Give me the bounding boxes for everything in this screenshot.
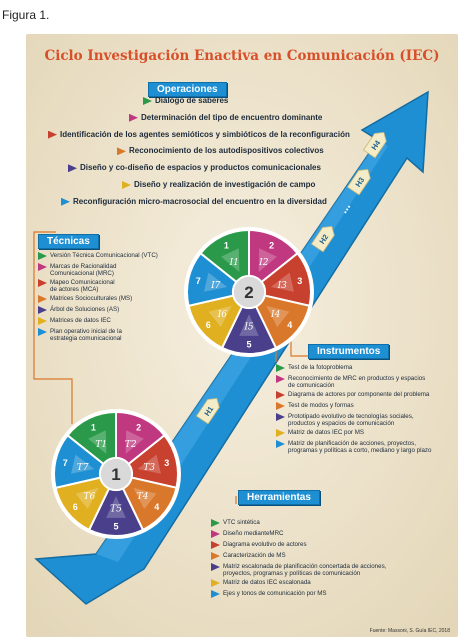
wheel2-sector-number-2: 2 [269, 240, 275, 251]
operaciones-item-7: Reconfiguración micro-macrosocial del encuentro en la diversidad [73, 196, 327, 206]
herramientas-item-2-line-1: Diseño medianteMRC [223, 530, 284, 537]
wheel2-sector-number-3: 3 [297, 275, 303, 286]
hypothesis-tag-label-4: H4 [369, 138, 383, 152]
tecnicas-header: Técnicas [38, 234, 99, 249]
instrumentos-item-2 [288, 375, 425, 389]
tecnicas-item-7-line-2: estrategia comunicacional [50, 335, 122, 343]
wheel-tecnicas [51, 409, 181, 539]
herramientas-item-4 [223, 552, 286, 559]
wheel1-sector-label-3: T3 [143, 462, 156, 473]
wheel2-sector-label-2: I2 [259, 257, 269, 268]
wheel1-sector-label-6: T6 [83, 491, 96, 502]
wheel2-sector-label-7: I7 [211, 280, 221, 291]
tecnicas-item-1-line-1: Versión Técnica Comunicacional (VTC) [50, 252, 158, 259]
wheel2-center-number: 2 [244, 283, 254, 302]
instrumentos-item-3 [288, 391, 429, 398]
instrumentos-item-5 [288, 413, 414, 427]
herramientas-header: Herramientas [238, 490, 320, 505]
wheel1-sector-number-4: 4 [154, 501, 160, 512]
operaciones-item-1: Diálogo de saberes [155, 96, 229, 105]
instrumentos-item-2-line-2: de comunicación [288, 382, 335, 390]
wheel1-sector-label-5: T5 [110, 504, 122, 515]
instrumentos-item-7 [288, 440, 431, 454]
herramientas-item-7-line-1: Ejes y tonos de comunicación por MS [223, 590, 327, 597]
wheel1-sector-label-4: T4 [136, 491, 149, 502]
herramientas-item-4-line-1: Caracterización de MS [223, 552, 286, 559]
herramientas-item-3 [223, 541, 307, 548]
wheel1-sector-number-5: 5 [113, 521, 119, 532]
wheel1-sector-label-2: T2 [124, 439, 137, 450]
source-note: Fuente: Massoni, S. Guía IEC, 2018 [369, 628, 450, 634]
operaciones-item-6: Diseño y realización de investigación de campo [134, 180, 316, 189]
diagram-title: Ciclo Investigación Enactiva en Comunicación (IEC) [44, 48, 440, 64]
herramientas-item-3-line-1: Diagrama evolutivo de actores [223, 541, 307, 548]
instrumentos-item-1 [288, 364, 352, 371]
wheel2-sector-label-5: I5 [244, 322, 254, 333]
wheel1-center-number: 1 [111, 465, 121, 484]
tecnicas-item-7 [50, 328, 122, 342]
operaciones-item-5: Diseño y co-diseño de espacios y productos comunicacionales [80, 163, 321, 173]
tecnicas-item-3-line-1: Mapeo Comunicacional [50, 279, 115, 286]
instrumentos-item-1-line-1: Test de la fotoproblema [288, 364, 353, 371]
herramientas-item-5-line-1: Matriz escalonada de planificación concertada de acciones, [223, 563, 387, 570]
tecnicas-item-3 [50, 279, 115, 293]
instrumentos-item-6 [288, 429, 364, 436]
wheel2-sector-label-4: I4 [271, 309, 281, 320]
wheel2-sector-number-6: 6 [205, 319, 211, 330]
wheel2-sector-number-5: 5 [246, 339, 252, 350]
tecnicas-item-5-line-1: Árbol de Soluciones (AS) [50, 306, 120, 313]
instrumentos-item-4 [288, 402, 354, 409]
figure-label: Figura 1. [2, 8, 50, 22]
tecnicas-item-6 [50, 317, 111, 324]
wheel2-sector-number-7: 7 [195, 275, 201, 286]
instrumentos-item-7-line-2: programas y políticas a corto, mediano y largo plazo [288, 447, 432, 455]
wheel1-sector-number-3: 3 [164, 457, 170, 468]
tecnicas-item-3-line-2: de actores (MCA) [50, 286, 99, 294]
wheel2-sector-number-1: 1 [223, 240, 229, 251]
wheel2-sector-label-1: I1 [229, 257, 239, 268]
wheel1-sector-label-1: T1 [95, 439, 108, 450]
wheel1-sector-number-6: 6 [72, 501, 78, 512]
tecnicas-item-2 [50, 263, 116, 277]
tecnicas-item-6-line-1: Matrices de datos IEC [50, 317, 111, 324]
herramientas-item-5-line-2: proyectos, programas y políticas de comunicación [223, 570, 361, 578]
operaciones-header: Operaciones [148, 82, 227, 97]
wheel1-sector-label-7: T7 [76, 462, 89, 473]
instrumentos-header: Instrumentos [308, 344, 389, 359]
instrumentos-item-6-line-1: Matriz de datos IEC por MS [288, 429, 364, 436]
infographic-poster [26, 34, 458, 637]
operaciones-item-4: Reconocimiento de los autodispositivos colectivos [129, 146, 324, 156]
wheel1-sector-number-7: 7 [62, 457, 68, 468]
herramientas-item-7 [223, 590, 327, 597]
instrumentos-item-4-line-1: Test de modos y formas [288, 402, 354, 409]
hypothesis-ellipsis: ... [336, 199, 354, 216]
wheel1-sector-number-1: 1 [90, 422, 96, 433]
tecnicas-item-2-line-2: Comunicacional (MRC) [50, 270, 114, 278]
instrumentos-item-2-line-1: Reconocimiento de MRC en productos y espacios [288, 375, 426, 382]
hypothesis-tag-label-2: H2 [317, 232, 331, 246]
operaciones-item-3: Identificación de los agentes semióticos y simbióticos de la reconfiguración [60, 129, 350, 139]
tecnicas-item-4-line-1: Matrices Socioculturales (MS) [50, 295, 133, 302]
instrumentos-item-5-line-1: Prototipado evolutivo de tecnologías sociales, [288, 413, 414, 420]
instrumentos-item-5-line-2: productos y espacios de comunicación [288, 420, 395, 428]
wheel2-sector-number-4: 4 [287, 319, 293, 330]
herramientas-item-6-line-1: Matriz de datos IEC escalonada [223, 579, 311, 586]
wheel1-sector-number-2: 2 [136, 422, 142, 433]
hypothesis-tag-label-1: H1 [202, 404, 216, 418]
hypothesis-tag-label-3: H3 [353, 175, 367, 189]
wheel2-sector-label-3: I3 [277, 280, 287, 291]
herramientas-item-6 [223, 579, 311, 586]
tecnicas-item-1 [50, 252, 158, 259]
herramientas-item-1 [223, 519, 260, 526]
herramientas-item-2 [223, 530, 284, 537]
herramientas-item-1-line-1: VTC sintética [223, 519, 260, 526]
wheel2-sector-label-6: I6 [217, 309, 227, 320]
tecnicas-item-2-line-1: Marcas de Racionalidad [50, 263, 117, 270]
instrumentos-item-3-line-1: Diagrama de actores por componente del problema [288, 391, 430, 398]
operaciones-item-2: Determinación del tipo de encuentro dominante [141, 112, 323, 122]
tecnicas-item-5 [50, 306, 119, 313]
tecnicas-item-4 [50, 295, 132, 302]
wheel-instrumentos [184, 227, 314, 357]
instrumentos-item-7-line-1: Matriz de planificación de acciones, proyectos, [288, 440, 416, 447]
herramientas-item-5 [223, 563, 386, 577]
tecnicas-item-7-line-1: Plan operativo inicial de la [50, 328, 122, 335]
